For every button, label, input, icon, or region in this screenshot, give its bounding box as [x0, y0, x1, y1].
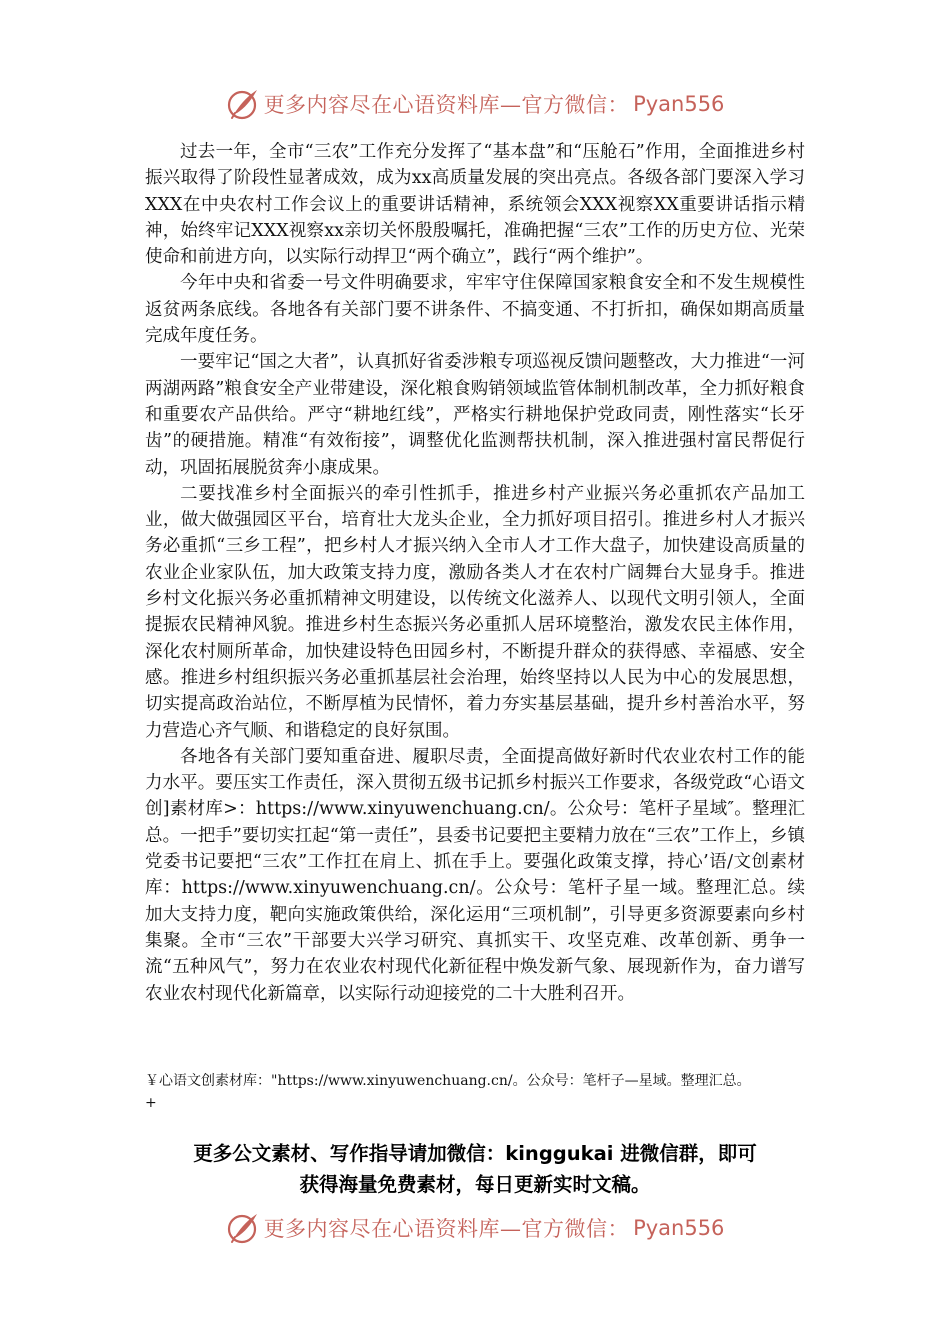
promo-line-1: 更多公文素材、写作指导请加微信：kinggukai 进微信群，即可 — [193, 1142, 757, 1165]
footer-note-text: ￥心语文创素材库："https://www.xinyuwenchuang.cn/。公众号：笔杆子—星域。整理汇总。 — [145, 1073, 751, 1089]
banner-text: 更多内容尽在心语资料库—官方微信： — [263, 93, 630, 117]
promo-block — [140, 1138, 810, 1200]
banner-handle: Pyan556 — [633, 92, 725, 116]
promo-line-2: 获得海量免费素材，每日更新实时文稿。 — [299, 1173, 651, 1196]
paragraph-5: 各地各有关部门要知重奋进、履职尽责，全面提高做好新时代农业农村工作的能力水平。要压实工作责任，深入贯彻五级书记抓乡村振兴工作要求，各级党政“心语文创]素材库>：https://www.xinyuwenchuang.cn/。公众号：笔杆子星域″。整理汇总。一把手”要切实扛起“第一责任”，县委书记要把主要精力放在“三农”工作上，乡镇党委书记要把“三农”工作扛在肩上、抓在手上。要强化政策支撑，持心’语/文创素材库：https://www.xinyuwenchuang.cn/。公众号：笔杆子星一域。整理汇总。续加大支持力度，靶向实施政策供给，深化运用“三项机制”，引导更多资源要素向乡村集聚。全市“三农”干部要大兴学习研究、真抓实干、攻坚克难、改革创新、勇争一流“五种风气”，努力在农业农村现代化新征程中焕发新气象、展现新作为，奋力谱写农业农村现代化新篇章，以实际行动迎接党的二十大胜利召开。 — [145, 746, 805, 1004]
quill-logo-icon — [226, 87, 260, 121]
paragraph-2: 今年中央和省委一号文件明确要求，牢牢守住保障国家粮食安全和不发生规模性返贫两条底线。各地各有关部门要不讲条件、不搞变通、不打折扣，确保如期高质量完成年度任务。 — [145, 273, 805, 347]
banner-handle: Pyan556 — [633, 1216, 725, 1240]
footer-banner — [0, 1206, 950, 1250]
paragraph-4: 二要找准乡村全面振兴的牵引性抓手，推进乡村产业振兴务必重抓农产品加工业，做大做强园区平台，培育壮大龙头企业，全力抓好项目招引。推进乡村人才振兴务必重抓“三乡工程”，把乡村人才振兴纳入全市人才工作大盘子，加快建设高质量的农业企业家队伍，加大政策支持力度，激励各类人才在农村广阔舞台大显身手。推进乡村文化振兴务必重抓精神文明建设，以传统文化滋养人、以现代文明引领人，全面提振农民精神风貌。推进乡村生态振兴务必重抓人居环境整治，激发农民主体作用，深化农村厕所革命，加快建设特色田园乡村，不断提升群众的获得感、幸福感、安全感。推进乡村组织振兴务必重抓基层社会治理，始终坚持以人民为中心的发展思想，切实提高政治站位，不断厚植为民情怀，着力夯实基层基础，提升乡村善治水平，努力营造心齐气顺、和谐稳定的良好氛围。 — [145, 483, 805, 741]
paragraph-3: 一要牢记“国之大者”，认真抓好省委涉粮专项巡视反馈问题整改，大力推进“一河两湖两路”粮食安全产业带建设，深化粮食购销领域监管体制机制改革，全力抓好粮食和重要农产品供给。严守“耕地红线”，严格实行耕地保护党政同责，刚性落实“长牙齿”的硬措施。精准“有效衔接”，调整优化监测帮扶机制，深入推进强村富民帮促行动，巩固拓展脱贫奔小康成果。 — [145, 352, 805, 478]
footer-note-mark: + — [145, 1095, 157, 1111]
quill-logo-icon — [226, 1211, 260, 1245]
header-banner — [0, 82, 950, 126]
banner-text: 更多内容尽在心语资料库—官方微信： — [263, 1217, 630, 1241]
article-body — [145, 139, 805, 1007]
paragraph-1: 过去一年，全市“三农”工作充分发挥了“基本盘”和“压舱石”作用，全面推进乡村振兴取得了阶段性显著成效，成为xx高质量发展的突出亮点。各级各部门要深入学习XXX在中央农村工作会议上的重要讲话精神，系统领会XXX视察XX重要讲话指示精神，始终牢记XXX视察xx亲切关怀殷殷嘱托，准确把握“三农”工作的历史方位、光荣使命和前进方向，以实际行动捍卫“两个确立”，践行“两个维护”。 — [145, 142, 805, 268]
footer-note — [145, 1070, 825, 1114]
